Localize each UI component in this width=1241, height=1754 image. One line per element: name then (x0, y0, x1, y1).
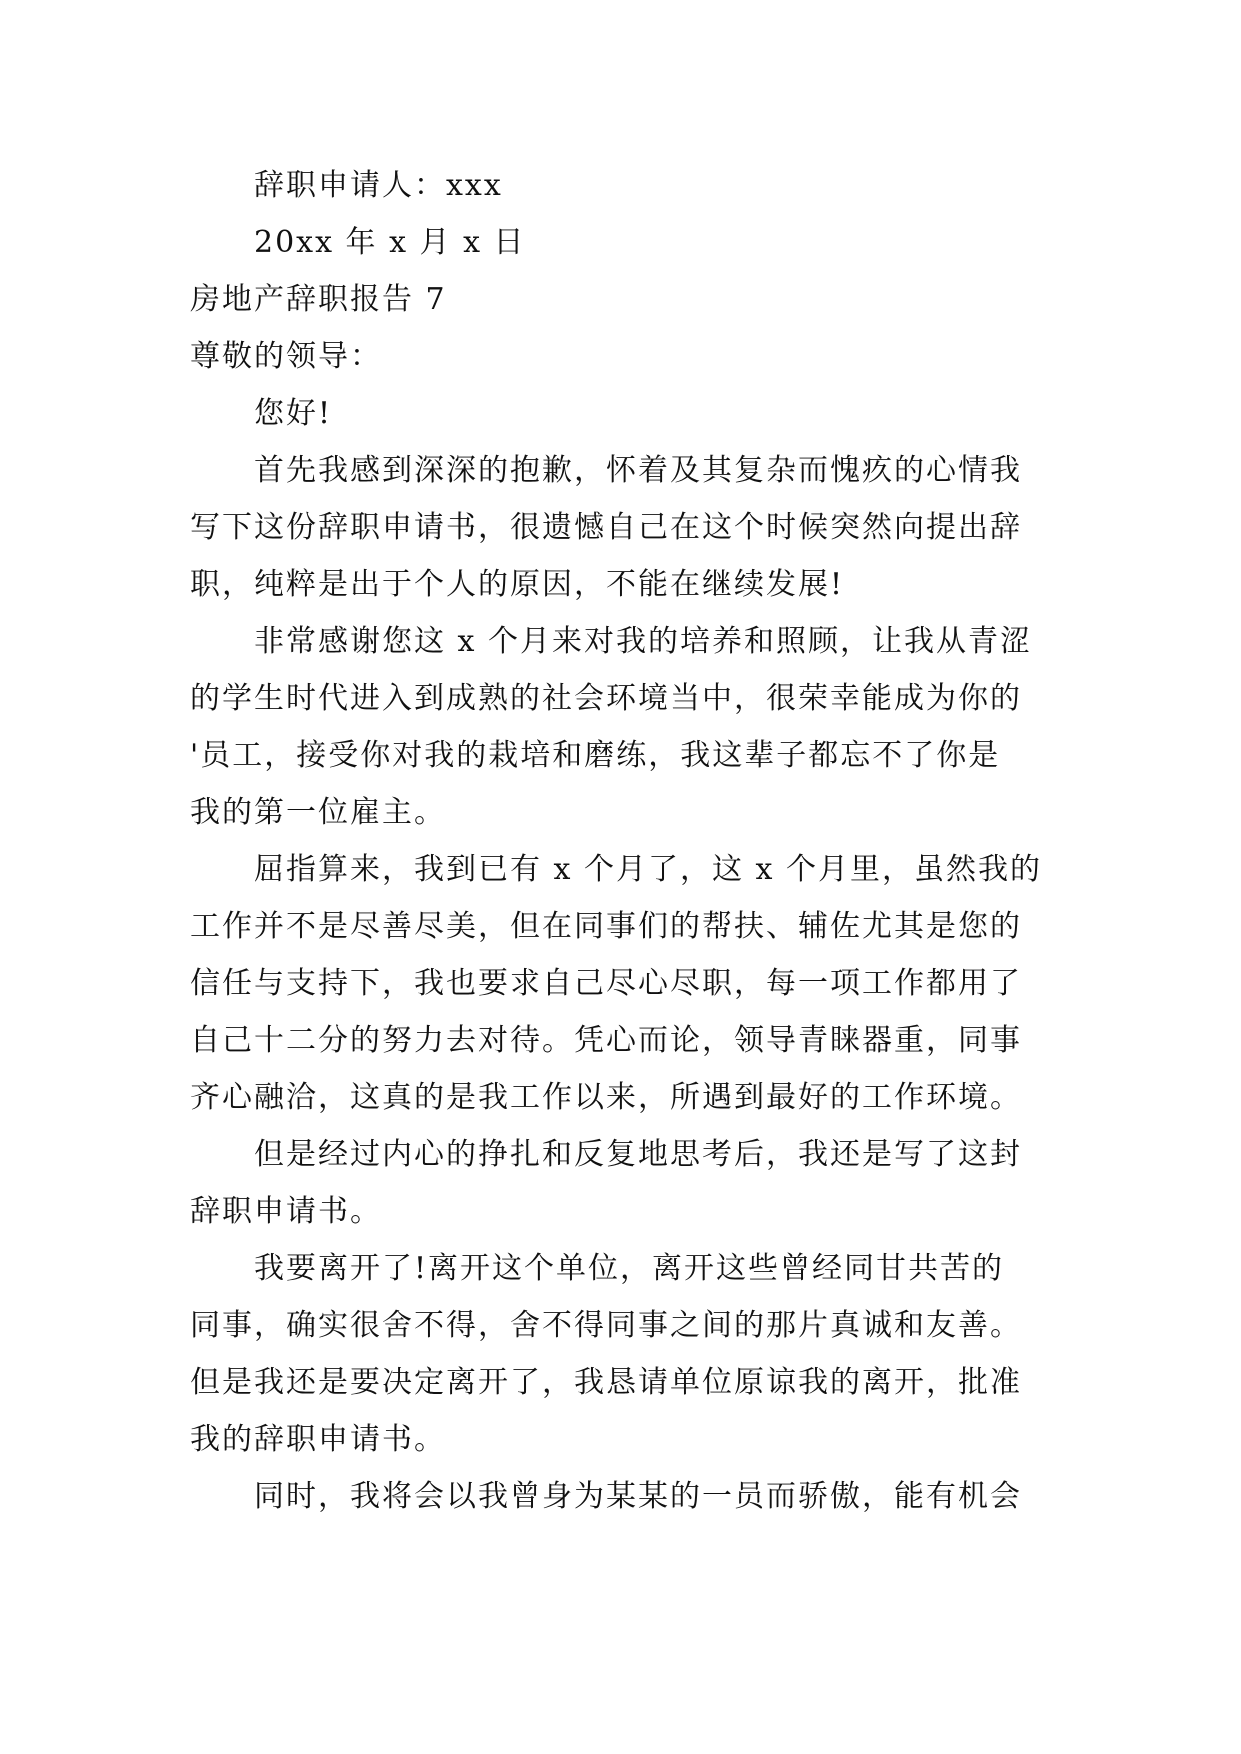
paragraph-line: 齐心融洽，这真的是我工作以来，所遇到最好的工作环境。 (190, 1080, 1022, 1115)
paragraph-line: 自己十二分的努力去对待。凭心而论，领导青睐器重，同事 (190, 1023, 1022, 1058)
paragraph-line: 我的辞职申请书。 (190, 1422, 446, 1457)
paragraph-line: 辞职申请书。 (190, 1194, 382, 1229)
paragraph-line: 非常感谢您这 x 个月来对我的培养和照顾，让我从青涩 (254, 624, 1032, 659)
paragraph-line: 我的第一位雇主。 (190, 795, 446, 830)
paragraph-line: 但是我还是要决定离开了，我恳请单位原谅我的离开，批准 (190, 1365, 1022, 1400)
document-heading: 房地产辞职报告 7 (190, 282, 447, 317)
paragraph-line: 写下这份辞职申请书，很遗憾自己在这个时候突然向提出辞 (190, 510, 1022, 545)
paragraph-line: 同事，确实很舍不得，舍不得同事之间的那片真诚和友善。 (190, 1308, 1022, 1343)
paragraph-line: 屈指算来，我到已有 x 个月了，这 x 个月里，虽然我的 (254, 852, 1042, 887)
paragraph-line: 的学生时代进入到成熟的社会环境当中，很荣幸能成为你的 (190, 681, 1022, 716)
date-line: 20xx 年 x 月 x 日 (254, 225, 526, 260)
paragraph-line: '员工，接受你对我的栽培和磨练，我这辈子都忘不了你是 (190, 738, 1001, 773)
signature-line: 辞职申请人：xxx (254, 168, 503, 203)
salutation: 尊敬的领导： (190, 339, 382, 374)
paragraph-line: 首先我感到深深的抱歉，怀着及其复杂而愧疚的心情我 (254, 453, 1022, 488)
paragraph-line: 职，纯粹是出于个人的原因，不能在继续发展! (190, 567, 845, 602)
paragraph-line: 同时，我将会以我曾身为某某的一员而骄傲，能有机会 (254, 1479, 1022, 1514)
paragraph-line: 但是经过内心的挣扎和反复地思考后，我还是写了这封 (254, 1137, 1022, 1172)
paragraph-line: 我要离开了!离开这个单位，离开这些曾经同甘共苦的 (254, 1251, 1005, 1286)
paragraph-line: 信任与支持下，我也要求自己尽心尽职，每一项工作都用了 (190, 966, 1022, 1001)
greeting: 您好! (254, 396, 333, 431)
paragraph-line: 工作并不是尽善尽美，但在同事们的帮扶、辅佐尤其是您的 (190, 909, 1022, 944)
